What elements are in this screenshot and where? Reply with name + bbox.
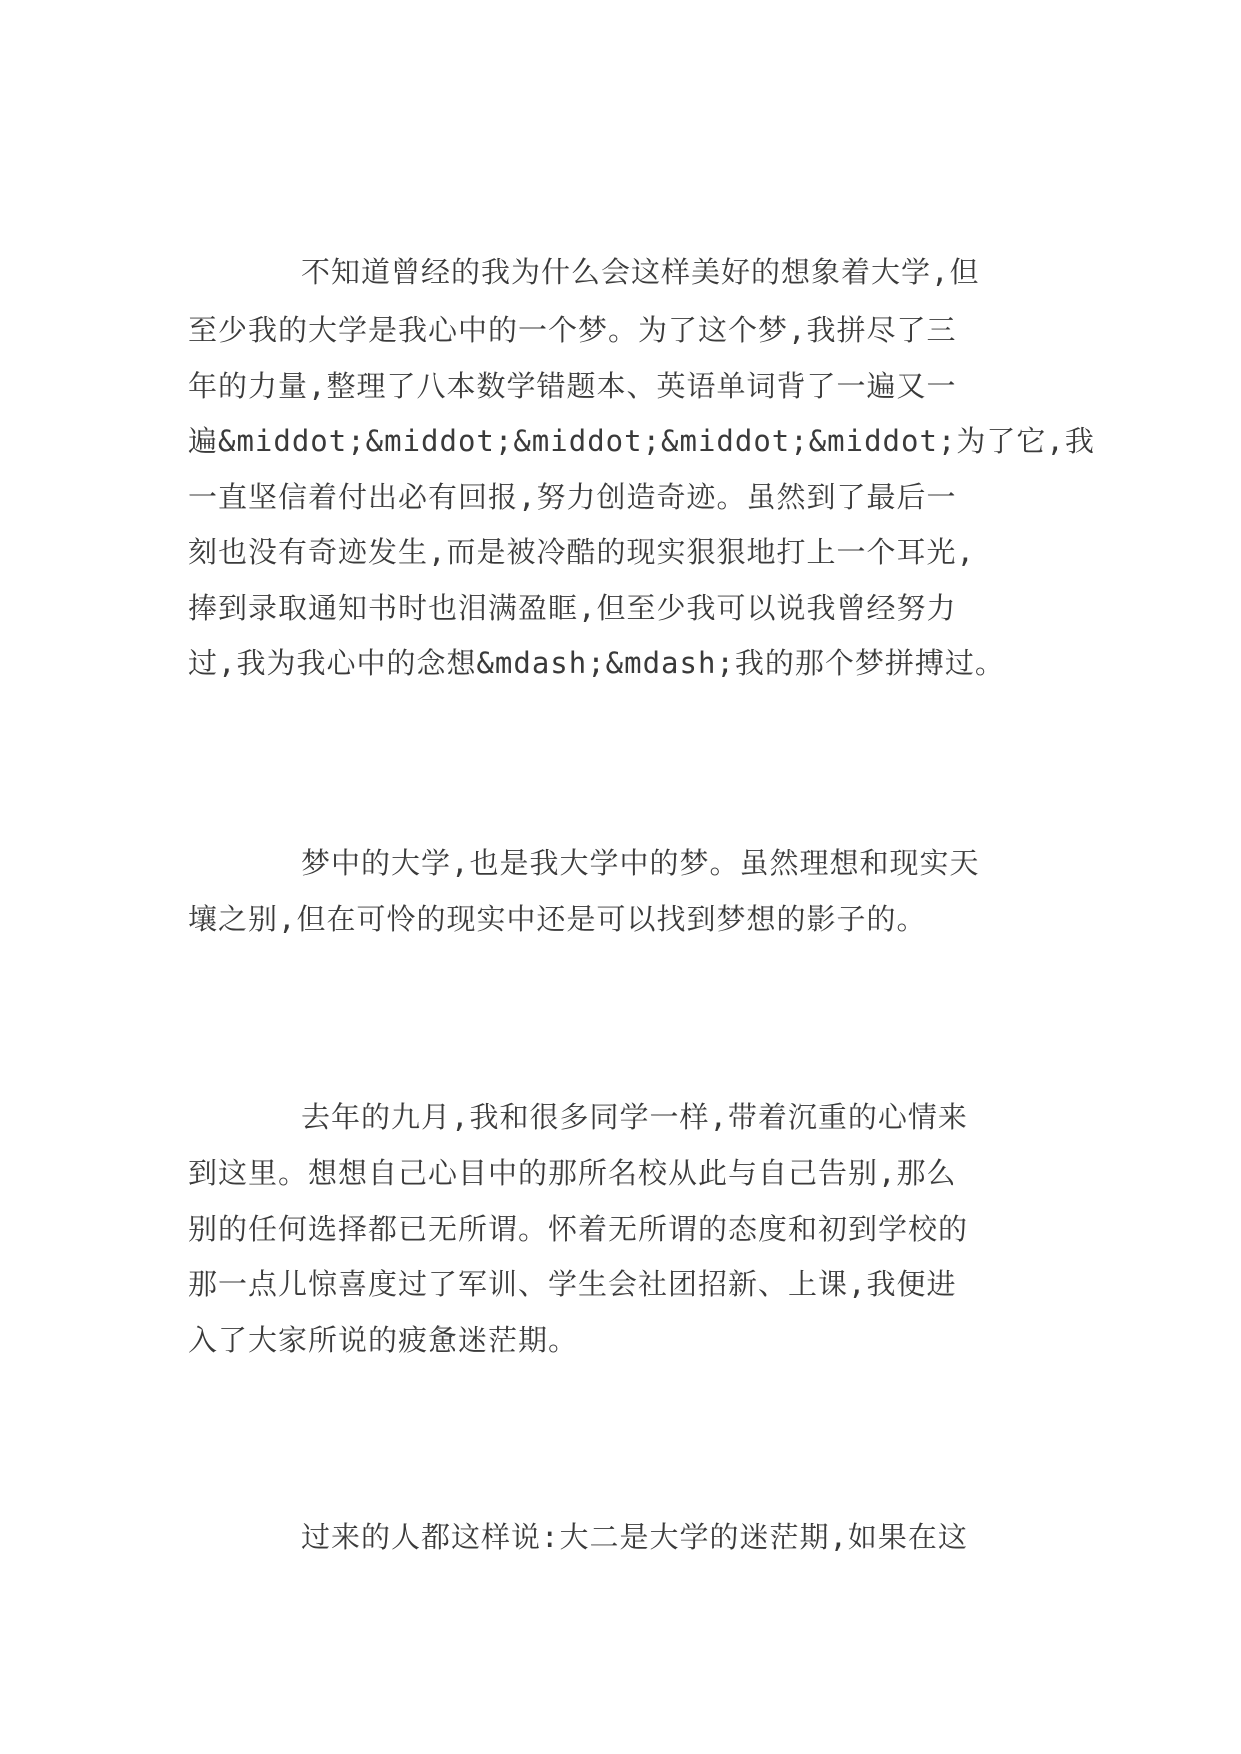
- paragraph-line: 过,我为我心中的念想&mdash;&mdash;我的那个梦拼搏过。: [188, 646, 1005, 680]
- paragraph-line: 去年的九月,我和很多同学一样,带着沉重的心情来: [301, 1100, 968, 1134]
- paragraph-line: 过来的人都这样说:大二是大学的迷茫期,如果在这: [301, 1520, 968, 1554]
- paragraph-line: 一直坚信着付出必有回报,努力创造奇迹。虽然到了最后一: [188, 480, 957, 514]
- paragraph-line: 捧到录取通知书时也泪满盈眶,但至少我可以说我曾经努力: [188, 591, 957, 625]
- paragraph-line: 入了大家所说的疲惫迷茫期。: [188, 1323, 579, 1357]
- paragraph-line: 至少我的大学是我心中的一个梦。为了这个梦,我拼尽了三: [188, 313, 957, 347]
- paragraph-line: 到这里。想想自己心目中的那所名校从此与自己告别,那么: [188, 1156, 957, 1190]
- paragraph-line: 别的任何选择都已无所谓。怀着无所谓的态度和初到学校的: [188, 1212, 969, 1246]
- paragraph-line: 年的力量,整理了八本数学错题本、英语单词背了一遍又一: [188, 369, 957, 403]
- paragraph-line: 遍&middot;&middot;&middot;&middot;&middot;为了它,我: [188, 424, 1095, 458]
- paragraph-line: 那一点儿惊喜度过了军训、学生会社团招新、上课,我便进: [188, 1267, 957, 1301]
- paragraph-line: 不知道曾经的我为什么会这样美好的想象着大学,但: [301, 255, 980, 289]
- paragraph-line: 梦中的大学,也是我大学中的梦。虽然理想和现实天: [301, 846, 980, 880]
- paragraph-line: 刻也没有奇迹发生,而是被冷酷的现实狠狠地打上一个耳光,: [188, 535, 975, 569]
- paragraph-line: 壤之别,但在可怜的现实中还是可以找到梦想的影子的。: [188, 902, 927, 936]
